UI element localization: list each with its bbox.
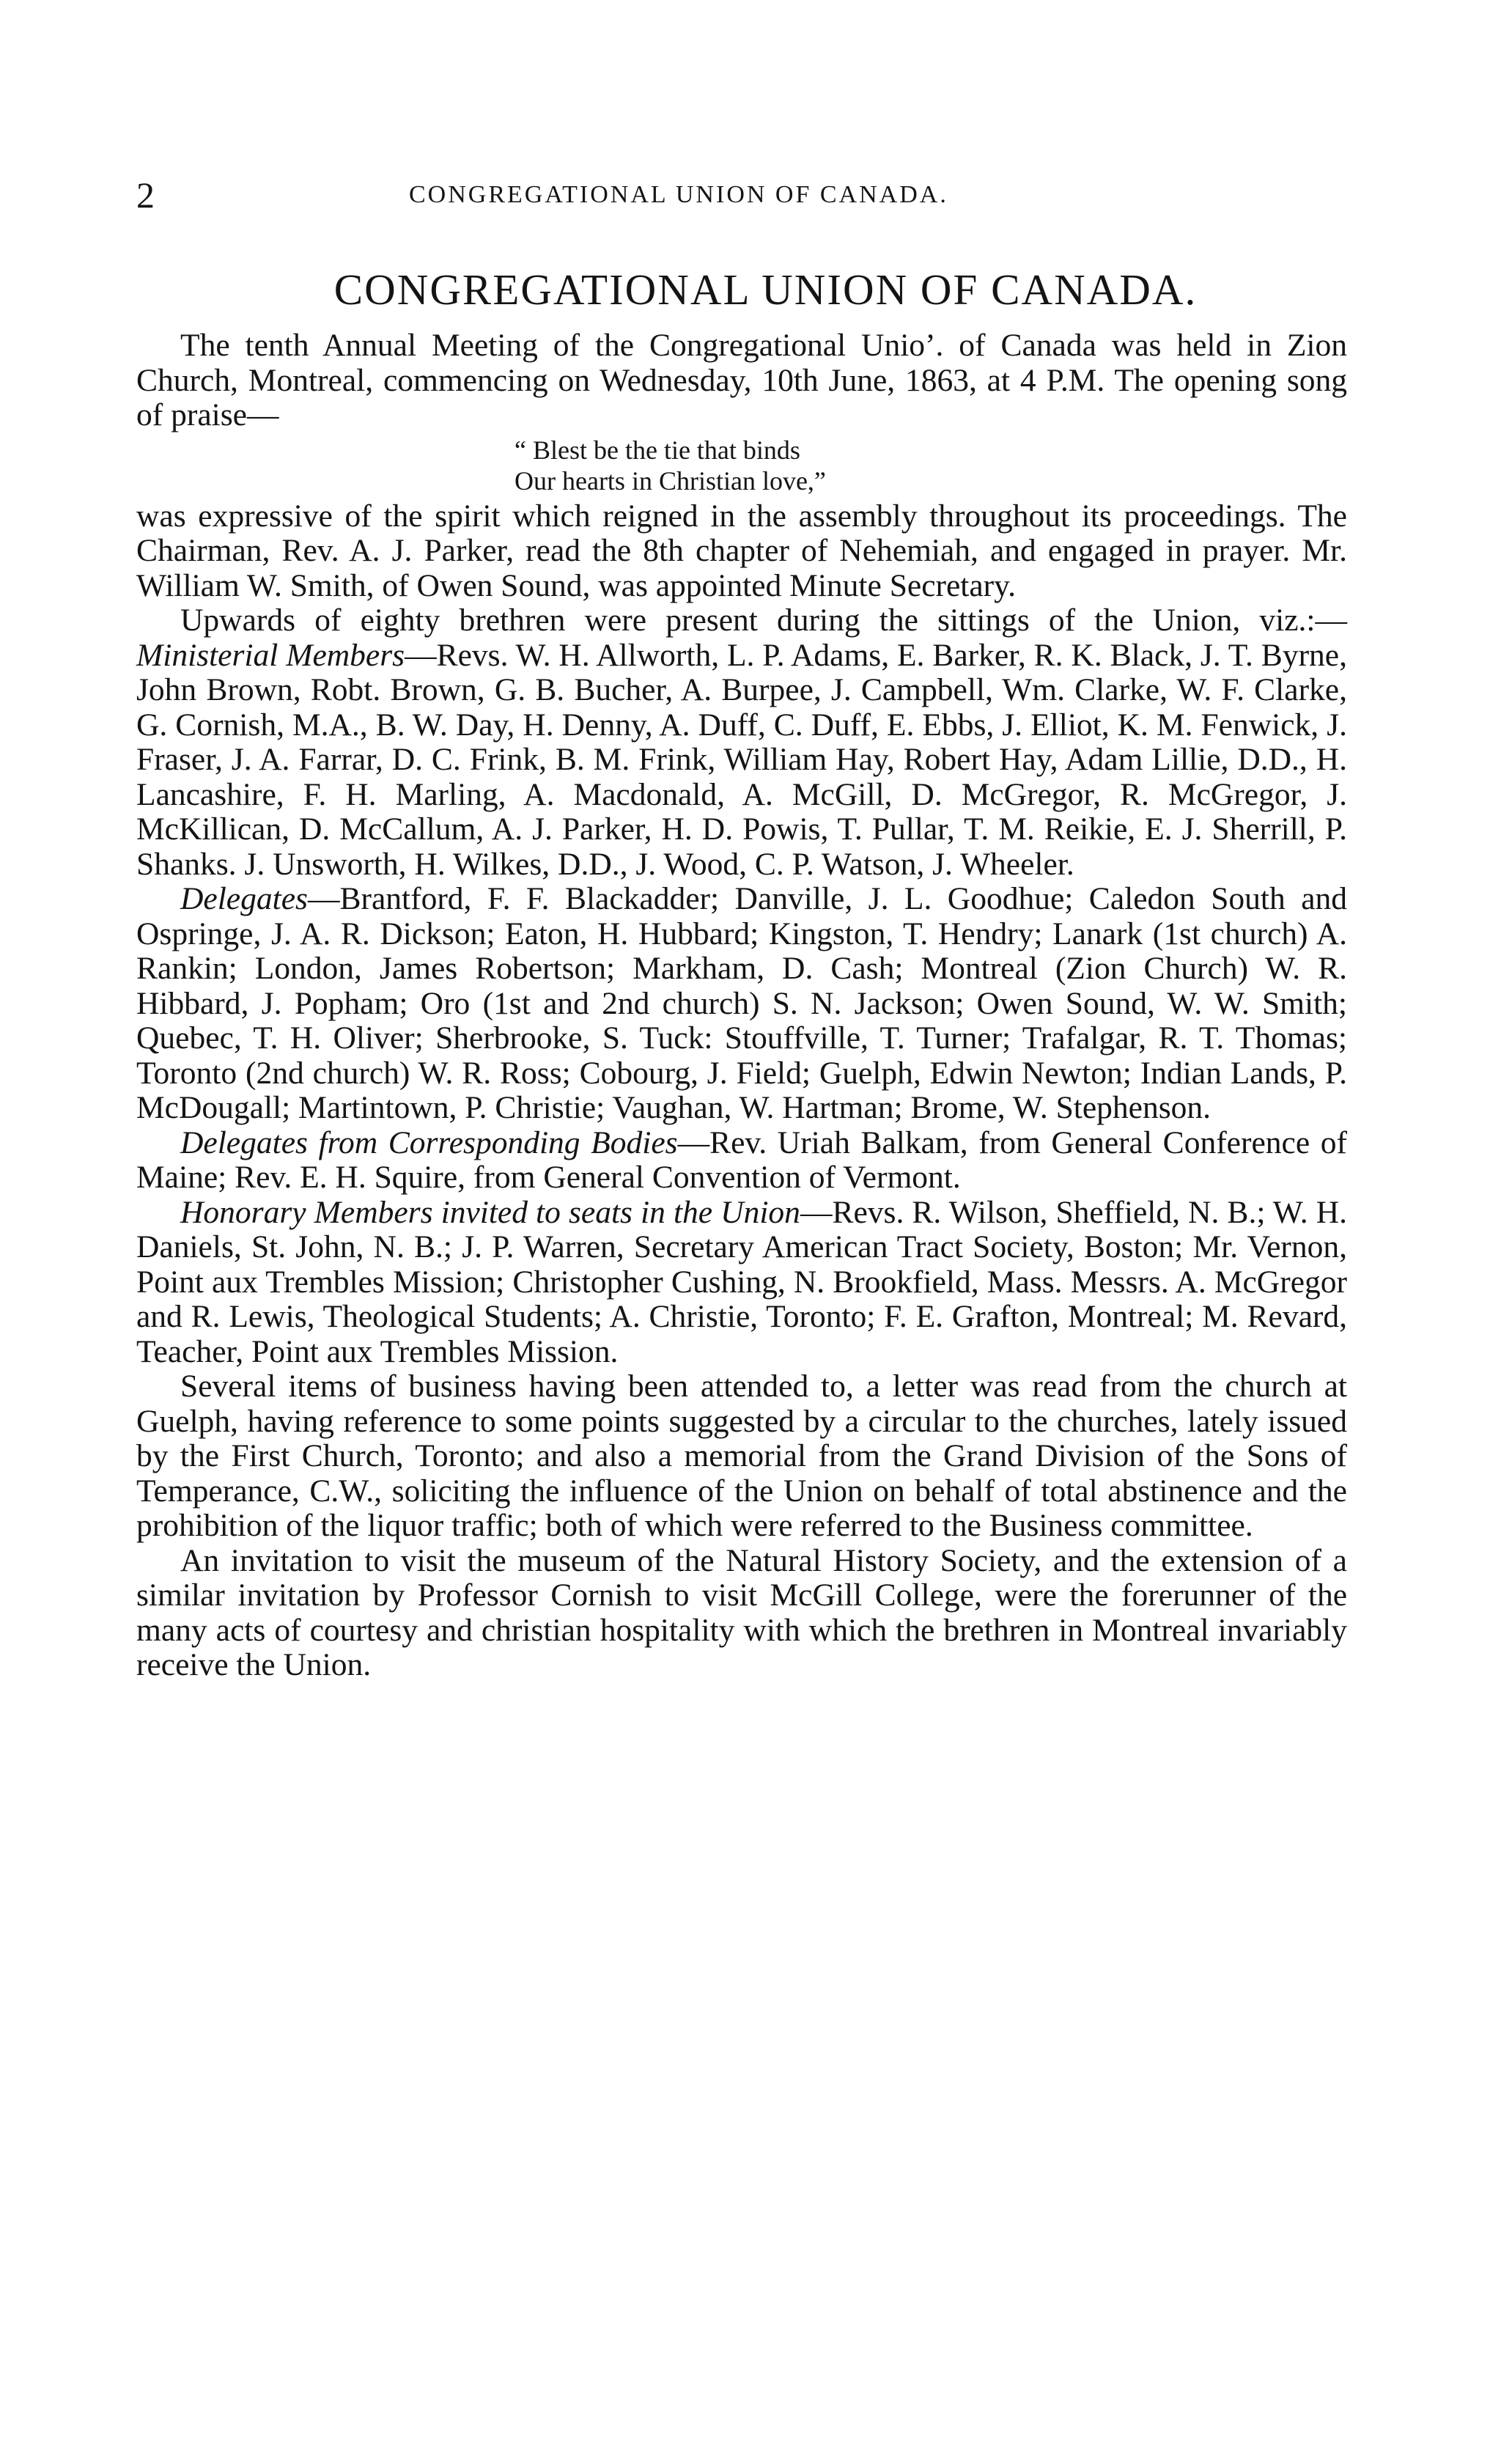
corresponding-bodies-label: Delegates from Corresponding Bodies: [180, 1124, 678, 1160]
honorary-members-list: —Revs. R. Wilson, Sheffield, N. B.; W. H. Daniels, St. John, N. B.; J. P. Warren, Secretary American Tract Society, Boston; Mr. Vernon, Point aux Trembles Mission; Christopher Cushing, N. Brookfield, Mass. Messrs. A. McGregor and R. Lewis, Theological Students; A. Christie, Toronto; F. E. Grafton, Montreal; M. Revard, Teacher, Point aux Trembles Mission.: [136, 1194, 1347, 1369]
paragraph-invitation: An invitation to visit the museum of the Natural History Society, and the extension of a similar invitation by Professor Cornish to visit McGill College, were the forerunner of the many acts of courtesy and christian hospitality with which the brethren in Montreal invariably receive the Union.: [136, 1542, 1347, 1682]
page-number: 2: [136, 174, 155, 216]
delegates-list: —Brantford, F. F. Blackadder; Danville, J. L. Goodhue; Caledon South and Ospringe, J. A. R. Dickson; Eaton, H. Hubbard; Kingston, T. Hendry; Lanark (1st church) A. Rankin; London, James Robertson; Markham, D. Cash; Montreal (Zion Church) W. R. Hibbard, J. Popham; Oro (1st and 2nd church) S. N. Jackson; Owen Sound, W. W. Smith; Quebec, T. H. Oliver; Sherbrooke, S. Tuck: Stouffville, T. Turner; Trafalgar, R. T. Thomas; Toronto (2nd church) W. R. Ross; Cobourg, J. Field; Guelph, Edwin Newton; Indian Lands, P. McDougall; Martintown, P. Christie; Vaughan, W. Hartman; Brome, W. Stephenson.: [136, 881, 1347, 1125]
paragraph-opening: The tenth Annual Meeting of the Congregational Unio’. of Canada was held in Zion Church, Montreal, commencing on Wednesday, 10th June, 1863, at 4 P.M. The opening song of praise—: [136, 328, 1347, 432]
delegates-label: Delegates: [180, 881, 308, 916]
paragraph-delegates: [136, 882, 1347, 1126]
paragraph-proceedings: was expressive of the spirit which reigned in the assembly throughout its proceedings. The Chairman, Rev. A. J. Parker, read the 8th chapter of Nehemiah, and engaged in prayer. Mr. William W. Smith, of Owen Sound, was appointed Minute Secretary.: [136, 498, 1347, 603]
hymn-line-2: Our hearts in Christian love,”: [515, 465, 826, 496]
article-title: CONGREGATIONAL UNION OF CANADA.: [333, 265, 1198, 314]
article-body: [136, 328, 1347, 1683]
honorary-members-label: Honorary Members invited to seats in the Union: [180, 1194, 800, 1230]
corresponding-bodies-list: —Rev. Uriah Balkam, from General Conference of Maine; Rev. E. H. Squire, from General Convention of Vermont.: [136, 1124, 1347, 1195]
hymn-line-1: “ Blest be the tie that binds: [515, 435, 800, 465]
hymn-quotation: [136, 435, 1347, 496]
attendance-lead: Upwards of eighty brethren were present during the sittings of the Union, viz.:—: [180, 603, 1347, 638]
ministerial-members-label: Ministerial Members: [136, 637, 405, 673]
ministerial-members-list: —Revs. W. H. Allworth, L. P. Adams, E. Barker, R. K. Black, J. T. Byrne, John Brown, Robt. Brown, G. B. Bucher, A. Burpee, J. Campbell, Wm. Clarke, W. F. Clarke, G. Cornish, M.A., B. W. Day, H. Denny, A. Duff, C. Duff, E. Ebbs, J. Elliot, K. M. Fenwick, J. Fraser, J. A. Farrar, D. C. Frink, B. M. Frink, William Hay, Robert Hay, Adam Lillie, D.D., H. Lancashire, F. H. Marling, A. Macdonald, A. McGill, D. McGregor, R. McGregor, J. McKillican, D. McCallum, A. J. Parker, H. D. Powis, T. Pullar, T. M. Reikie, E. J. Sherrill, P. Shanks. J. Unsworth, H. Wilkes, D.D., J. Wood, C. P. Watson, J. Wheeler.: [136, 637, 1347, 882]
paragraph-business: Several items of business having been attended to, a letter was read from the church at Guelph, having reference to some points suggested by a circular to the churches, lately issued by the First Church, Toronto; and also a memorial from the Grand Division of the Sons of Temperance, C.W., soliciting the influence of the Union on behalf of total abstinence and the prohibition of the liquor traffic; both of which were referred to the Business committee.: [136, 1369, 1347, 1543]
running-header: [136, 173, 1089, 217]
running-title: CONGREGATIONAL UNION OF CANADA.: [409, 181, 948, 208]
paragraph-ministerial-members: [136, 603, 1347, 882]
paragraph-corresponding-bodies: [136, 1126, 1347, 1196]
paragraph-honorary-members: [136, 1196, 1347, 1370]
